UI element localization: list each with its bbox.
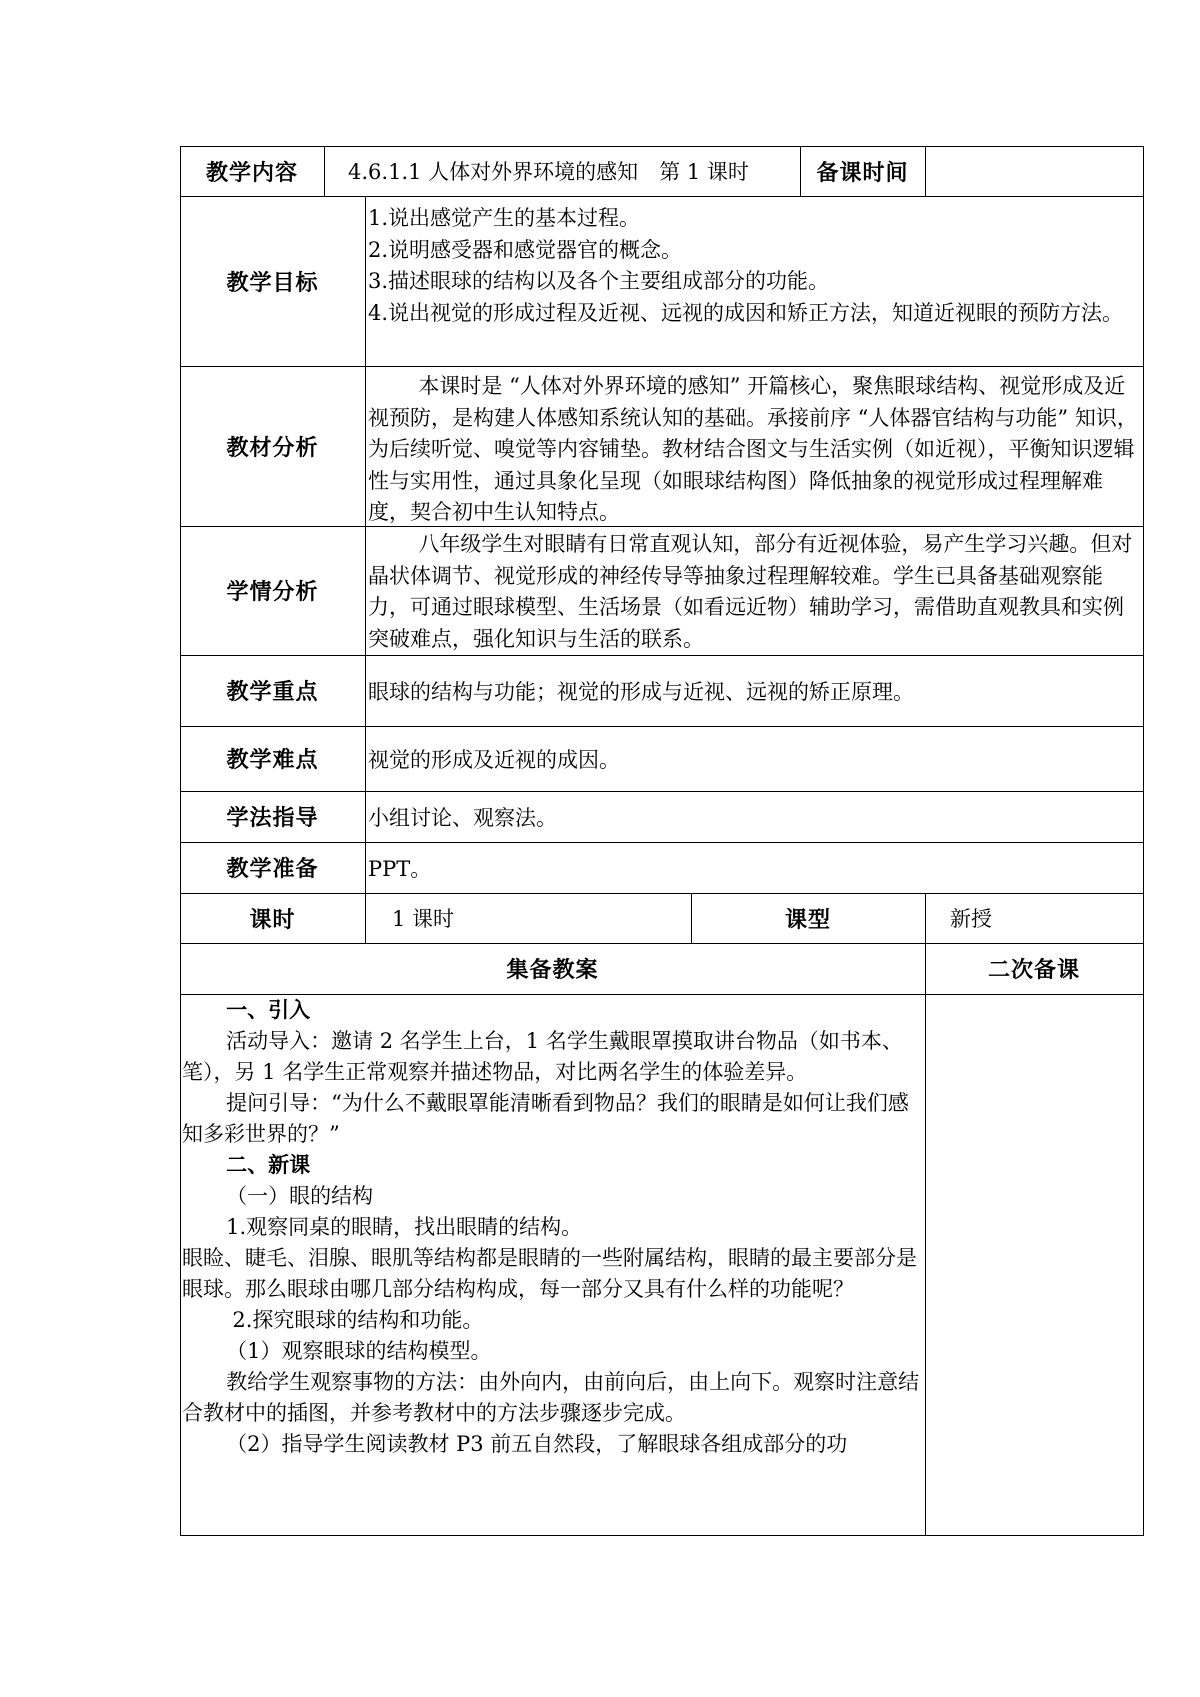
key-points-text: 眼球的结构与功能；视觉的形成与近视、远视的矫正原理。	[368, 679, 914, 704]
lesson-type-label: 课型	[784, 907, 831, 933]
plan-paragraph: 1.观察同桌的眼睛，找出眼睛的结构。	[226, 1215, 583, 1239]
section-heading-new-lesson: 二、新课	[226, 1153, 311, 1177]
period-label: 课时	[249, 907, 296, 933]
prep-time-value	[935, 146, 1135, 196]
period-value: 1 课时	[392, 907, 455, 931]
textbook-analysis-paragraph: 本课时是 “人体对外界环境的感知” 开篇核心，聚焦眼球结构、视觉形成及近视预防，是构建人体感知系统认知的基础。承接前序 “人体器官结构与功能” 知识，为后续听觉、嗅觉等内容铺垫。教材结合图文与生活实例（如近视），平衡知识逻辑性与实用性，通过具象化呈现（如眼球结构图）降低抽象的视觉形成过程理解难度，契合初中生认知特点。	[368, 374, 1138, 524]
column-divider	[925, 146, 926, 197]
student-analysis-label: 学情分析	[226, 580, 319, 605]
method-text: 小组讨论、观察法。	[368, 805, 557, 830]
column-divider	[365, 196, 366, 944]
objective-item: 1.说出感觉产生的基本过程。	[368, 206, 641, 230]
textbook-analysis-label: 教材分析	[226, 435, 319, 461]
plan-paragraph: 提问引导：“为什么不戴眼罩能清晰看到物品？我们的眼睛是如何让我们感知多彩世界的？”	[182, 1091, 909, 1146]
objective-item: 3.描述眼球的结构以及各个主要组成部分的功能。	[368, 269, 830, 293]
objectives-list	[368, 203, 1140, 329]
content-label: 教学内容	[205, 160, 298, 186]
prep-time-label: 备课时间	[816, 160, 909, 186]
preparation-label: 教学准备	[226, 857, 319, 882]
difficulties-text: 视觉的形成及近视的成因。	[368, 747, 620, 772]
subsection-heading: （一）眼的结构	[226, 1184, 374, 1208]
difficulties-label: 教学难点	[226, 748, 319, 773]
objective-item: 4.说出视觉的形成过程及近视、远视的成因和矫正方法，知道近视眼的预防方法。	[368, 300, 1124, 325]
content-value: 4.6.1.1 人体对外界环境的感知 第 1 课时	[348, 160, 749, 184]
table-border-bottom	[180, 1535, 1144, 1536]
plan-paragraph: 教给学生观察事物的方法：由外向内，由前向后，由上向下。观察时注意结合教材中的插图，并参考教材中的方法步骤逐步完成。	[182, 1370, 920, 1425]
plan-paragraph: 活动导入：邀请 2 名学生上台，1 名学生戴眼罩摸取讲台物品（如书本、笔），另 1 名学生正常观察并描述物品，对比两名学生的体验差异。	[182, 1029, 903, 1084]
preparation-text: PPT。	[368, 856, 432, 881]
objective-item: 2.说明感受器和感觉器官的概念。	[368, 237, 683, 262]
textbook-analysis-text	[368, 371, 1140, 529]
plan-body	[182, 995, 922, 1460]
plan-main-header: 集备教案	[506, 958, 599, 983]
objectives-label: 教学目标	[226, 270, 319, 296]
plan-paragraph: 眼睑、睫毛、泪腺、眼肌等结构都是眼睛的一些附属结构，眼睛的最主要部分是眼球。那么眼球由哪几部分结构构成，每一部分又具有什么样的功能呢？	[182, 1246, 917, 1301]
plan-side-header: 二次备课	[987, 958, 1080, 983]
table-border-right	[1143, 146, 1144, 1536]
section-heading-intro: 一、引入	[226, 998, 311, 1022]
student-analysis-paragraph: 八年级学生对眼睛有日常直观认知，部分有近视体验，易产生学习兴趣。但对晶状体调节、视觉形成的神经传导等抽象过程理解较难。学生已具备基础观察能力，可通过眼球模型、生活场景（如看远近物）辅助学习，需借助直观教具和实例突破难点，强化知识与生活的联系。	[368, 532, 1133, 651]
method-label: 学法指导	[226, 806, 319, 831]
lesson-type-value: 新授	[950, 907, 992, 931]
plan-paragraph: （2）指导学生阅读教材 P3 前五自然段，了解眼球各组成部分的功	[226, 1432, 848, 1456]
student-analysis-text	[368, 529, 1140, 655]
key-points-label: 教学重点	[226, 680, 319, 705]
plan-paragraph: 2.探究眼球的结构和功能。	[232, 1308, 484, 1332]
column-divider	[324, 146, 325, 197]
plan-paragraph: （1）观察眼球的结构模型。	[226, 1339, 492, 1363]
